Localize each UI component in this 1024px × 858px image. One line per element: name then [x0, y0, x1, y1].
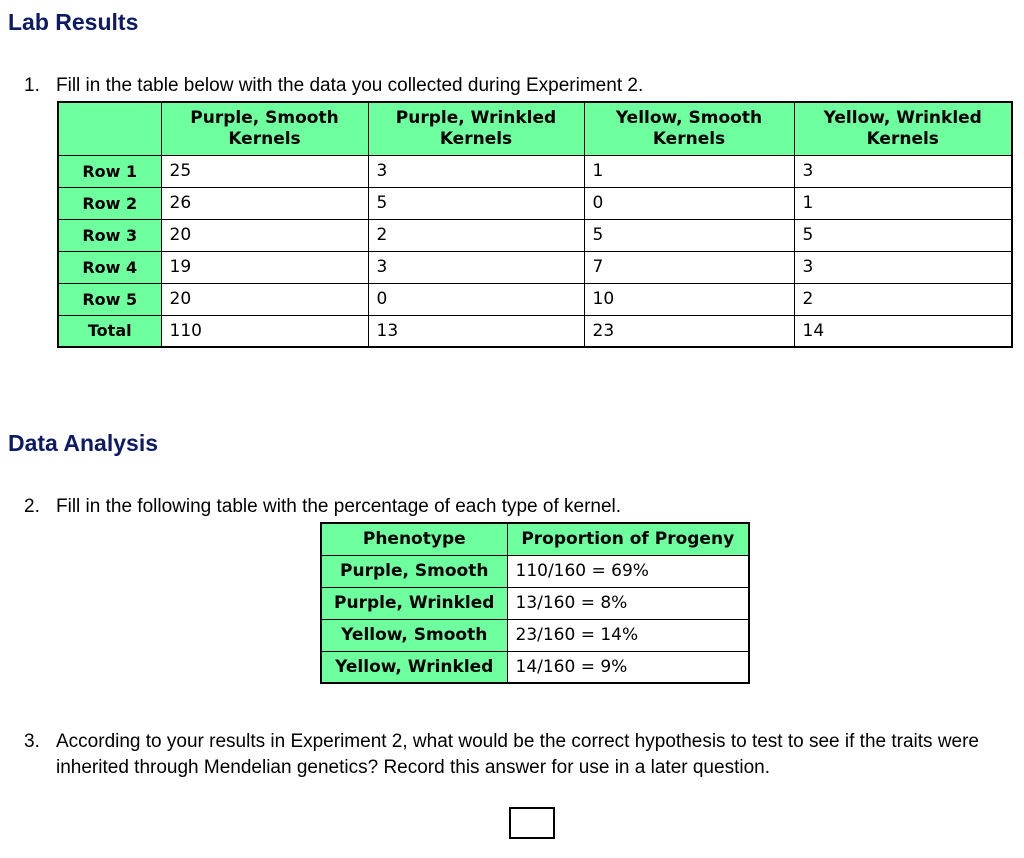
question-2: [24, 494, 1004, 520]
proportion-table: [320, 522, 750, 684]
table-cell: 1: [584, 155, 794, 187]
table-cell: 20: [161, 283, 368, 315]
table-row: [321, 555, 749, 587]
table-row: [58, 187, 1012, 219]
question-3-number: 3.: [24, 731, 40, 752]
kernel-count-table: [57, 101, 1013, 348]
phenotype-label: Yellow, Smooth: [321, 619, 507, 651]
proportion-cell: 23/160 = 14%: [507, 619, 749, 651]
table-row: [58, 283, 1012, 315]
table-cell: 20: [161, 219, 368, 251]
question-3-text: According to your results in Experiment 2, what would be the correct hypothesis to test to see if the traits were inherited through Mendelian genetics? Record this answer for use in a later question.: [56, 731, 980, 778]
proportion-cell: 110/160 = 69%: [507, 555, 749, 587]
question-1: [24, 73, 1004, 99]
column-header-proportion: Proportion of Progeny: [507, 523, 749, 555]
table-row: [321, 619, 749, 651]
row-label: Row 5: [58, 283, 161, 315]
table-cell: 1: [794, 187, 1012, 219]
table-total-row: [58, 315, 1012, 347]
row-label: Row 4: [58, 251, 161, 283]
question-2-number: 2.: [24, 496, 40, 517]
table-cell: 19: [161, 251, 368, 283]
table-cell: 5: [584, 219, 794, 251]
column-header-yellow-wrinkled: Yellow, Wrinkled Kernels: [794, 102, 1012, 155]
table-cell: 0: [584, 187, 794, 219]
phenotype-label: Purple, Wrinkled: [321, 587, 507, 619]
question-1-number: 1.: [24, 75, 40, 96]
table-row: [321, 651, 749, 683]
table-row: [58, 155, 1012, 187]
proportion-cell: 14/160 = 9%: [507, 651, 749, 683]
table-header-row: [321, 523, 749, 555]
table-cell: 13: [368, 315, 584, 347]
table-cell: 3: [794, 155, 1012, 187]
column-header-purple-wrinkled: Purple, Wrinkled Kernels: [368, 102, 584, 155]
table-cell: 3: [368, 155, 584, 187]
phenotype-label: Yellow, Wrinkled: [321, 651, 507, 683]
question-3: [24, 729, 1014, 781]
column-header-yellow-smooth: Yellow, Smooth Kernels: [584, 102, 794, 155]
total-label: Total: [58, 315, 161, 347]
data-analysis-heading: Data Analysis: [8, 430, 158, 456]
table-cell: 10: [584, 283, 794, 315]
column-header-phenotype: Phenotype: [321, 523, 507, 555]
question-1-text: Fill in the table below with the data you collected during Experiment 2.: [56, 75, 644, 96]
table-cell: 23: [584, 315, 794, 347]
lab-results-heading: Lab Results: [8, 9, 139, 35]
table-cell: 14: [794, 315, 1012, 347]
table-header-row: [58, 102, 1012, 155]
table-cell: 25: [161, 155, 368, 187]
table-cell: 5: [368, 187, 584, 219]
row-label: Row 2: [58, 187, 161, 219]
hypothesis-answer-box[interactable]: [509, 807, 555, 839]
row-label: Row 1: [58, 155, 161, 187]
phenotype-label: Purple, Smooth: [321, 555, 507, 587]
column-header-purple-smooth: Purple, Smooth Kernels: [161, 102, 368, 155]
proportion-cell: 13/160 = 8%: [507, 587, 749, 619]
table-cell: 0: [368, 283, 584, 315]
table-cell: 5: [794, 219, 1012, 251]
question-2-text: Fill in the following table with the percentage of each type of kernel.: [56, 496, 622, 517]
table-cell: 3: [368, 251, 584, 283]
table-cell: 110: [161, 315, 368, 347]
row-label: Row 3: [58, 219, 161, 251]
table-row: [321, 587, 749, 619]
table-row: [58, 219, 1012, 251]
table-cell: 7: [584, 251, 794, 283]
table-cell: 3: [794, 251, 1012, 283]
table-cell: 2: [368, 219, 584, 251]
table-corner-cell: [58, 102, 161, 155]
table-cell: 26: [161, 187, 368, 219]
table-row: [58, 251, 1012, 283]
table-cell: 2: [794, 283, 1012, 315]
